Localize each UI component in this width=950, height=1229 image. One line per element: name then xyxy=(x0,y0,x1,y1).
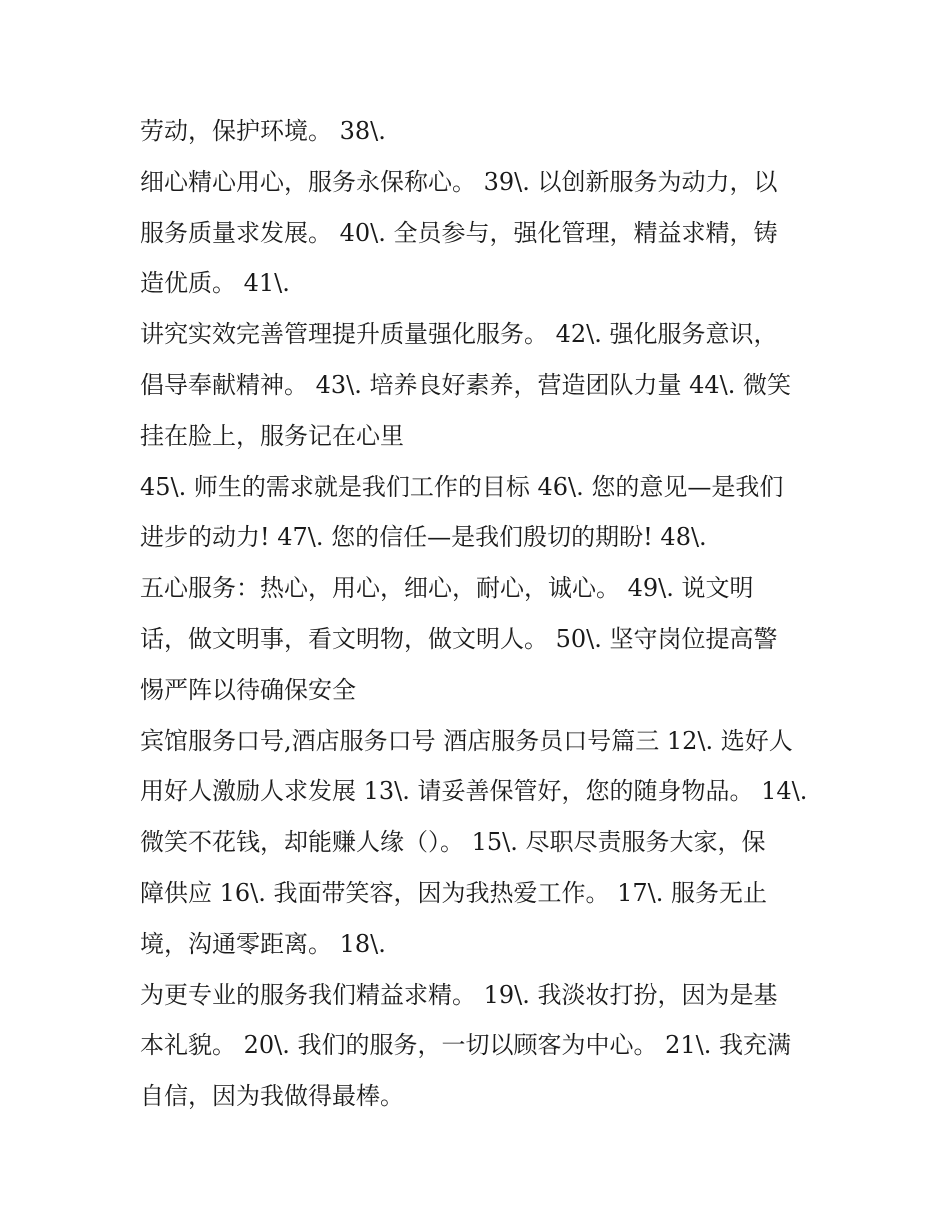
text-line-12: 惕严阵以待确保安全 xyxy=(140,675,356,704)
text-line-2: 细心精心用心，服务永保称心。 39\. 以创新服务为动力，以 xyxy=(140,167,778,196)
text-line-7: 挂在脸上，服务记在心里 xyxy=(140,421,404,450)
text-line-16: 障供应 16\. 我面带笑容，因为我热爱工作。 17\. 服务无止 xyxy=(140,878,768,907)
text-line-9: 进步的动力! 47\. 您的信任—是我们殷切的期盼! 48\. xyxy=(140,523,707,552)
text-line-18: 为更专业的服务我们精益求精。 19\. 我淡妆打扮，因为是基 xyxy=(140,980,778,1009)
text-line-10: 五心服务：热心，用心，细心，耐心，诚心。 49\. 说文明 xyxy=(140,574,754,603)
text-line-19: 本礼貌。 20\. 我们的服务，一切以顾客为中心。 21\. 我充满 xyxy=(140,1031,792,1060)
text-line-8: 45\. 师生的需求就是我们工作的目标 46\. 您的意见—是我们 xyxy=(140,472,784,501)
text-line-11: 话，做文明事，看文明物，做文明人。 50\. 坚守岗位提高警 xyxy=(140,624,778,653)
text-line-5: 讲究实效完善管理提升质量强化服务。 42\. 强化服务意识， xyxy=(140,320,778,349)
text-line-1: 劳动，保护环境。 38\. xyxy=(140,117,386,145)
text-line-13: 宾馆服务口号,酒店服务口号 酒店服务员口号篇三 12\. 选好人 xyxy=(140,726,793,755)
text-line-3: 服务质量求发展。 40\. 全员参与，强化管理，精益求精，铸 xyxy=(140,218,778,247)
text-line-6: 倡导奉献精神。 43\. 培养良好素养，营造团队力量 44\. 微笑 xyxy=(140,370,792,399)
text-line-4: 造优质。 41\. xyxy=(140,269,290,298)
text-line-14: 用好人激励人求发展 13\. 请妥善保管好，您的随身物品。 14\. xyxy=(140,777,808,806)
body-text xyxy=(140,106,820,1122)
text-line-20: 自信，因为我做得最棒。 xyxy=(140,1082,404,1111)
text-line-17: 境，沟通零距离。 18\. xyxy=(140,929,386,958)
text-line-15: 微笑不花钱，却能赚人缘（）。 15\. 尽职尽责服务大家，保 xyxy=(140,828,766,857)
